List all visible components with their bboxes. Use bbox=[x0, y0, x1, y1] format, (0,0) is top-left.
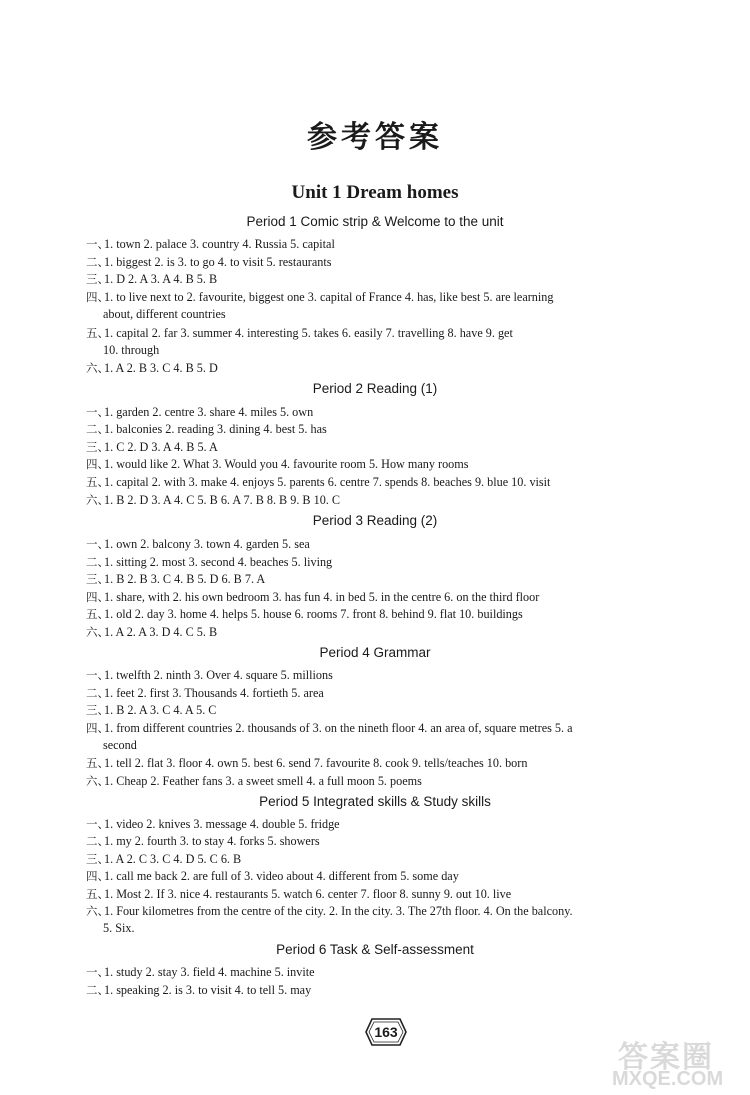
answer-row: 三、1. C 2. D 3. A 4. B 5. A bbox=[86, 440, 218, 454]
answer-row: 一、1. own 2. balcony 3. town 4. garden 5. sea bbox=[86, 537, 310, 551]
answer-row: 四、1. call me back 2. are full of 3. video about 4. different from 5. some day bbox=[86, 869, 459, 883]
page-number bbox=[365, 1018, 407, 1046]
answer-row: 四、1. from different countries 2. thousands of 3. on the nineth floor 4. an area of, square metres 5. a bbox=[86, 721, 573, 735]
period-3-heading: Period 3 Reading (2) bbox=[312, 513, 438, 528]
answer-row-continuation: 5. Six. bbox=[103, 921, 135, 935]
answer-row: 六、1. Cheap 2. Feather fans 3. a sweet smell 4. a full moon 5. poems bbox=[86, 774, 422, 788]
answer-row: 三、1. B 2. A 3. C 4. A 5. C bbox=[86, 703, 217, 717]
answer-row: 二、1. biggest 2. is 3. to go 4. to visit 5. restaurants bbox=[86, 255, 332, 269]
answer-row-continuation: second bbox=[103, 738, 137, 752]
answer-row: 五、1. Most 2. If 3. nice 4. restaurants 5. watch 6. center 7. floor 8. sunny 9. out 10. live bbox=[86, 887, 512, 901]
watermark-url: MXQE.COM bbox=[612, 1068, 724, 1090]
answer-row: 六、1. A 2. B 3. C 4. B 5. D bbox=[86, 361, 218, 375]
answer-row: 三、1. B 2. B 3. C 4. B 5. D 6. B 7. A bbox=[86, 572, 266, 586]
period-5-heading: Period 5 Integrated skills & Study skills bbox=[259, 794, 491, 809]
page-number-text: 163 bbox=[374, 1024, 398, 1040]
answer-row: 六、1. B 2. D 3. A 4. C 5. B 6. A 7. B 8. B 9. B 10. C bbox=[86, 493, 341, 507]
answer-row: 一、1. video 2. knives 3. message 4. double 5. fridge bbox=[86, 817, 340, 831]
answer-row: 五、1. tell 2. flat 3. floor 4. own 5. best 6. send 7. favourite 8. cook 9. tells/teaches 10. born bbox=[86, 756, 528, 770]
period-4-heading: Period 4 Grammar bbox=[319, 645, 431, 660]
answer-row: 二、1. my 2. fourth 3. to stay 4. forks 5. showers bbox=[86, 834, 320, 848]
watermark-logo: 答案圈 bbox=[618, 1040, 714, 1075]
answer-row: 二、1. sitting 2. most 3. second 4. beaches 5. living bbox=[86, 555, 333, 569]
answer-row: 一、1. town 2. palace 3. country 4. Russia 5. capital bbox=[86, 237, 335, 251]
answer-row: 二、1. balconies 2. reading 3. dining 4. best 5. has bbox=[86, 422, 327, 436]
page-title: 参考答案 bbox=[307, 120, 443, 155]
answer-row: 一、1. study 2. stay 3. field 4. machine 5. invite bbox=[86, 965, 315, 979]
answer-row: 一、1. garden 2. centre 3. share 4. miles 5. own bbox=[86, 405, 314, 419]
answer-row: 六、1. Four kilometres from the centre of the city. 2. In the city. 3. The 27th floor. 4. On the balcony. bbox=[86, 904, 573, 918]
answer-row: 五、1. old 2. day 3. home 4. helps 5. house 6. rooms 7. front 8. behind 9. flat 10. buildings bbox=[86, 607, 523, 621]
answer-row: 四、1. to live next to 2. favourite, biggest one 3. capital of France 4. has, like best 5. are learning bbox=[86, 290, 554, 304]
watermark bbox=[612, 1030, 748, 1094]
answer-row: 四、1. share, with 2. his own bedroom 3. has fun 4. in bed 5. in the centre 6. on the third floor bbox=[86, 590, 540, 604]
answer-row: 六、1. A 2. A 3. D 4. C 5. B bbox=[86, 625, 218, 639]
period-2-heading: Period 2 Reading (1) bbox=[312, 381, 438, 396]
answer-row: 五、1. capital 2. with 3. make 4. enjoys 5. parents 6. centre 7. spends 8. beaches 9. blue 10. visit bbox=[86, 475, 551, 489]
answer-row: 五、1. capital 2. far 3. summer 4. interesting 5. takes 6. easily 7. travelling 8. have 9. get bbox=[86, 326, 513, 340]
answer-row: 三、1. D 2. A 3. A 4. B 5. B bbox=[86, 272, 218, 286]
period-6-heading: Period 6 Task & Self-assessment bbox=[276, 942, 474, 957]
answer-row: 二、1. feet 2. first 3. Thousands 4. fortieth 5. area bbox=[86, 686, 324, 700]
answer-row: 四、1. would like 2. What 3. Would you 4. favourite room 5. How many rooms bbox=[86, 457, 469, 471]
answer-row: 一、1. twelfth 2. ninth 3. Over 4. square 5. millions bbox=[86, 668, 333, 682]
answer-row: 三、1. A 2. C 3. C 4. D 5. C 6. B bbox=[86, 852, 242, 866]
unit-title: Unit 1 Dream homes bbox=[291, 182, 459, 203]
answer-row-continuation: about, different countries bbox=[103, 307, 226, 321]
period-1-heading: Period 1 Comic strip & Welcome to the unit bbox=[246, 214, 504, 229]
answer-row-continuation: 10. through bbox=[103, 343, 160, 357]
answer-row: 二、1. speaking 2. is 3. to visit 4. to tell 5. may bbox=[86, 983, 312, 997]
